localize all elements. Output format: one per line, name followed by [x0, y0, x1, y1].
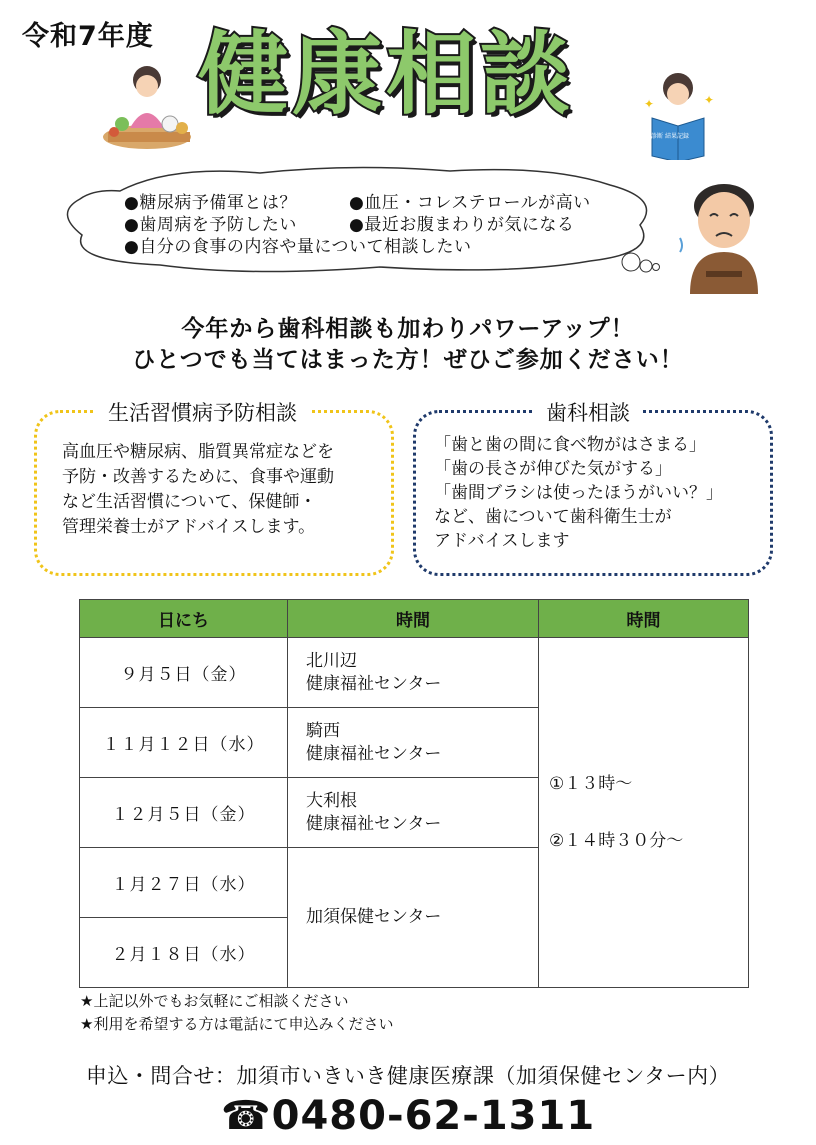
place-name: 北川辺	[306, 650, 357, 671]
schedule-table	[79, 599, 749, 988]
header-date: 日にち	[80, 600, 288, 638]
dental-box-text	[434, 433, 723, 553]
page-title: 健康相談	[198, 22, 574, 127]
svg-text:✦: ✦	[644, 97, 655, 111]
time-cell	[539, 638, 749, 988]
concern-item: ●歯周病を予防したい	[124, 215, 297, 235]
headline-line-1: 今年から歯科相談も加わりパワーアップ！	[181, 316, 635, 342]
note-line: ★利用を希望する方は電話にて申込みください	[80, 1015, 394, 1033]
place-name: 騎西	[306, 720, 340, 741]
place-name: 大利根	[306, 790, 357, 811]
date-cell: １月２７日（水）	[80, 848, 288, 918]
dental-box-title: 歯科相談	[534, 397, 642, 427]
place-facility: 健康福祉センター	[306, 813, 442, 834]
date-cell: ９月５日（金）	[80, 638, 288, 708]
dental-text-line: 「歯と歯の間に食べ物がはさまる」	[434, 435, 706, 455]
note-line: ★上記以外でもお気軽にご相談ください	[80, 992, 349, 1010]
fiscal-year-label: 令和7年度	[22, 21, 154, 52]
header-place: 時間	[288, 600, 539, 638]
dental-text-line: 「歯間ブラシは使ったほうがいい？」	[434, 483, 723, 503]
contact-label: 申込・問合せ：加須市いきいき健康医療課（加須保健センター内）	[85, 1064, 731, 1088]
svg-text:✦: ✦	[704, 93, 715, 107]
dental-text-line: アドバイスします	[434, 531, 570, 551]
date-cell: １２月５日（金）	[80, 778, 288, 848]
concern-item: ●最近お腹まわりが気になる	[349, 215, 575, 235]
dental-text-line: 「歯の長さが伸びた気がする」	[434, 459, 672, 479]
lifestyle-text-line: 高血圧や糖尿病、脂質異常症などを	[62, 442, 334, 462]
place-facility: 健康福祉センター	[306, 743, 442, 764]
lifestyle-text-line: など生活習慣について、保健師・	[62, 492, 317, 512]
table-row	[80, 638, 749, 708]
time-slot-1: ①１３時～	[549, 773, 633, 794]
concern-item: ●自分の食事の内容や量について相談したい	[124, 237, 472, 257]
woman-eating-illustration	[100, 62, 195, 154]
date-cell: １１月１２日（水）	[80, 708, 288, 778]
place-cell	[288, 638, 539, 708]
concern-item: ●血圧・コレステロールが高い	[349, 193, 591, 213]
shared-place-cell: 加須保健センター	[288, 848, 539, 988]
lifestyle-box-text	[62, 440, 334, 540]
book-label: 健康診断 結果記録	[639, 133, 689, 140]
table-header-row	[80, 600, 749, 638]
lifestyle-text-line: 予防・改善するために、食事や運動	[62, 467, 334, 487]
phone-number[interactable]: ☎0480-62-1311	[220, 1093, 596, 1139]
lifestyle-text-line: 管理栄養士がアドバイスします。	[62, 517, 316, 537]
place-cell	[288, 708, 539, 778]
place-cell	[288, 778, 539, 848]
header-time: 時間	[539, 600, 749, 638]
worried-man-illustration	[676, 176, 768, 296]
place-facility: 健康福祉センター	[306, 673, 442, 694]
lifestyle-box-title: 生活習慣病予防相談	[96, 397, 309, 427]
time-slot-2: ②１４時３０分～	[549, 830, 684, 851]
headline-line-2: ひとつでも当てはまった方！ぜひご参加ください！	[132, 347, 684, 373]
concern-item: ●糖尿病予備軍とは？	[124, 193, 297, 213]
date-cell: ２月１８日（水）	[80, 918, 288, 988]
dental-text-line: など、歯について歯科衛生士が	[434, 507, 672, 527]
woman-reading-illustration	[638, 68, 718, 160]
